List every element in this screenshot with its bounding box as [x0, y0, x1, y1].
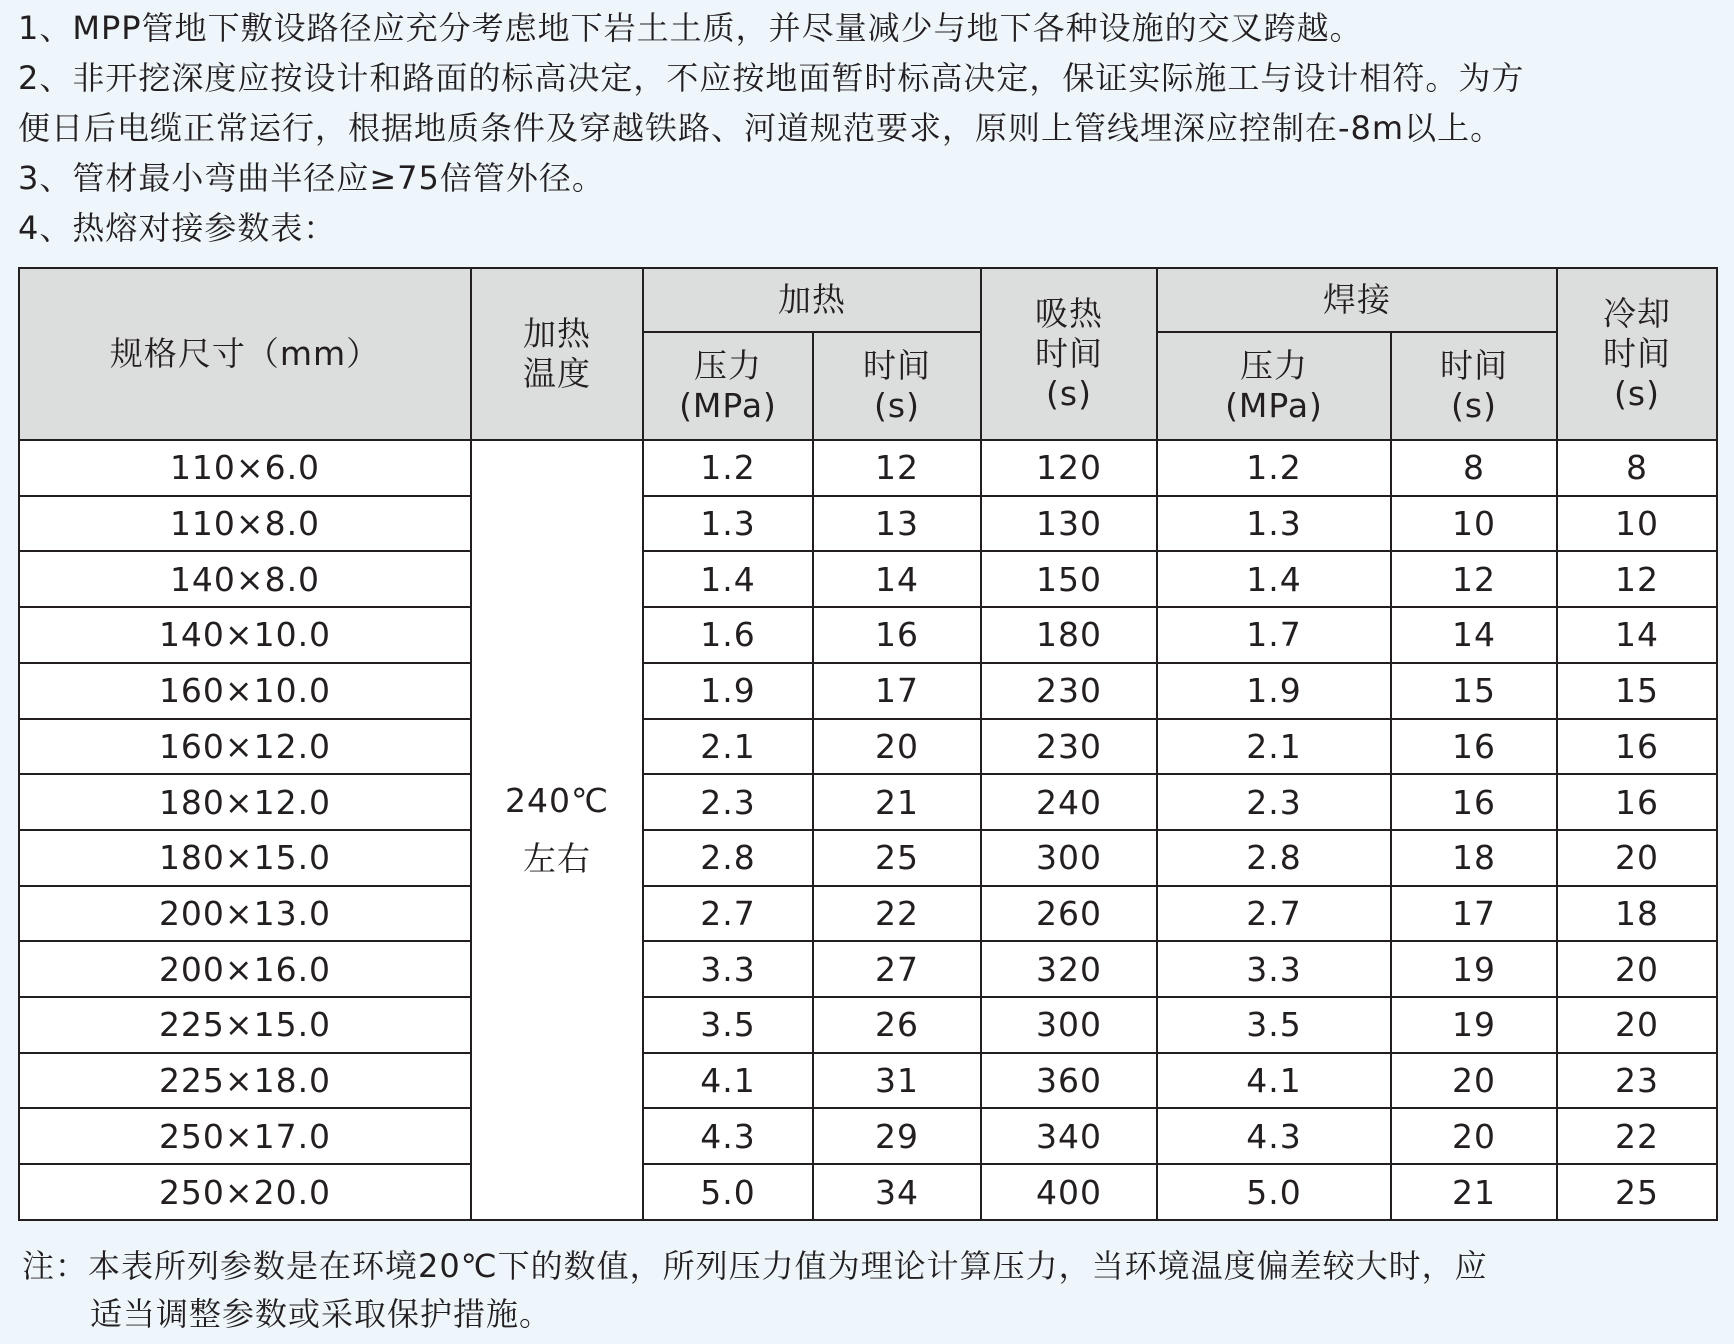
cell-welding-pressure: 2.7: [1157, 886, 1391, 942]
cell-welding-time: 8: [1391, 440, 1557, 496]
header-heating-temperature: [471, 268, 643, 440]
table-row: [19, 830, 1717, 886]
cell-cooling-time: 14: [1557, 607, 1717, 663]
cell-welding-pressure: 2.1: [1157, 719, 1391, 775]
cell-absorb-time: 300: [981, 997, 1157, 1053]
cell-cooling-time: 20: [1557, 830, 1717, 886]
table-note-line-2: 适当调整参数或采取保护措施。: [90, 1295, 553, 1333]
header-absorb-time-line-2: 时间: [1035, 334, 1103, 373]
cell-heating-time: 13: [813, 496, 981, 552]
cell-absorb-time: 130: [981, 496, 1157, 552]
header-heating-time-label: 时间: [863, 346, 931, 385]
heating-temperature-value: 240℃: [504, 781, 610, 820]
table-row: [19, 440, 1717, 496]
cell-heating-temperature: [471, 440, 643, 1220]
cell-welding-pressure: 1.4: [1157, 551, 1391, 607]
cell-absorb-time: 180: [981, 607, 1157, 663]
cell-size: 160×10.0: [19, 663, 471, 719]
cell-welding-pressure: 1.3: [1157, 496, 1391, 552]
cell-welding-time: 15: [1391, 663, 1557, 719]
intro-item-2: [18, 53, 1718, 153]
intro-item-4: 4、热熔对接参数表：: [18, 209, 337, 247]
cell-heating-time: 29: [813, 1108, 981, 1164]
header-welding-pressure: [1157, 332, 1391, 440]
cell-heating-pressure: 1.3: [643, 496, 813, 552]
cell-size: 140×10.0: [19, 607, 471, 663]
cell-welding-time: 21: [1391, 1164, 1557, 1220]
cell-cooling-time: 16: [1557, 774, 1717, 830]
cell-size: 180×12.0: [19, 774, 471, 830]
header-absorb-time-unit: (s): [1046, 374, 1092, 413]
cell-heating-pressure: 3.5: [643, 997, 813, 1053]
cell-absorb-time: 240: [981, 774, 1157, 830]
table-row: [19, 496, 1717, 552]
cell-cooling-time: 12: [1557, 551, 1717, 607]
cell-welding-pressure: 5.0: [1157, 1164, 1391, 1220]
table-row: [19, 941, 1717, 997]
cell-heating-pressure: 2.1: [643, 719, 813, 775]
header-heating-pressure: [643, 332, 813, 440]
cell-cooling-time: 18: [1557, 886, 1717, 942]
cell-heating-time: 17: [813, 663, 981, 719]
cell-size: 180×15.0: [19, 830, 471, 886]
header-cooling-time-line-2: 时间: [1603, 334, 1671, 373]
cell-heating-pressure: 3.3: [643, 941, 813, 997]
header-heating-time-unit: (s): [874, 386, 920, 425]
cell-heating-time: 27: [813, 941, 981, 997]
cell-cooling-time: 25: [1557, 1164, 1717, 1220]
header-welding-pressure-label: 压力: [1240, 346, 1308, 385]
table-row: [19, 551, 1717, 607]
header-welding-pressure-unit: (MPa): [1225, 386, 1323, 425]
cell-cooling-time: 22: [1557, 1108, 1717, 1164]
cell-absorb-time: 230: [981, 663, 1157, 719]
cell-heating-time: 22: [813, 886, 981, 942]
header-cooling-time: [1557, 268, 1717, 440]
header-heating-time: [813, 332, 981, 440]
intro-item-2-line-1: 2、非开挖深度应按设计和路面的标高决定，不应按地面暂时标高决定，保证实际施工与设计相符。为方: [18, 59, 1525, 97]
table-row: [19, 663, 1717, 719]
cell-size: 225×15.0: [19, 997, 471, 1053]
cell-size: 250×17.0: [19, 1108, 471, 1164]
cell-welding-time: 18: [1391, 830, 1557, 886]
cell-size: 250×20.0: [19, 1164, 471, 1220]
cell-welding-pressure: 3.5: [1157, 997, 1391, 1053]
cell-welding-pressure: 1.9: [1157, 663, 1391, 719]
cell-welding-time: 19: [1391, 941, 1557, 997]
cell-size: 160×12.0: [19, 719, 471, 775]
header-welding-time: [1391, 332, 1557, 440]
cell-size: 140×8.0: [19, 551, 471, 607]
cell-absorb-time: 260: [981, 886, 1157, 942]
table-row: [19, 1164, 1717, 1220]
cell-heating-pressure: 4.1: [643, 1053, 813, 1109]
cell-welding-pressure: 2.8: [1157, 830, 1391, 886]
cell-size: 200×13.0: [19, 886, 471, 942]
header-heating-pressure-unit: (MPa): [679, 386, 777, 425]
cell-welding-pressure: 1.2: [1157, 440, 1391, 496]
cell-welding-time: 16: [1391, 774, 1557, 830]
cell-heating-pressure: 4.3: [643, 1108, 813, 1164]
cell-welding-time: 20: [1391, 1053, 1557, 1109]
header-heating-temperature-line-1: 加热: [523, 314, 591, 353]
cell-heating-time: 26: [813, 997, 981, 1053]
header-heating-pressure-label: 压力: [694, 346, 762, 385]
header-cooling-time-unit: (s): [1614, 374, 1660, 413]
cell-absorb-time: 400: [981, 1164, 1157, 1220]
header-absorb-time: [981, 268, 1157, 440]
table-row: [19, 1053, 1717, 1109]
table-row: [19, 719, 1717, 775]
cell-heating-time: 34: [813, 1164, 981, 1220]
cell-absorb-time: 300: [981, 830, 1157, 886]
cell-welding-pressure: 2.3: [1157, 774, 1391, 830]
cell-welding-time: 10: [1391, 496, 1557, 552]
cell-heating-pressure: 1.9: [643, 663, 813, 719]
cell-size: 225×18.0: [19, 1053, 471, 1109]
cell-heating-pressure: 2.8: [643, 830, 813, 886]
header-absorb-time-line-1: 吸热: [1035, 294, 1103, 333]
cell-welding-pressure: 3.3: [1157, 941, 1391, 997]
cell-cooling-time: 20: [1557, 997, 1717, 1053]
table-body: [19, 440, 1717, 1220]
table-row: [19, 607, 1717, 663]
intro-item-2-line-2: 便日后电缆正常运行，根据地质条件及穿越铁路、河道规范要求，原则上管线埋深应控制在-8m以上。: [18, 109, 1504, 147]
cell-welding-time: 14: [1391, 607, 1557, 663]
header-cooling-time-line-1: 冷却: [1603, 294, 1671, 333]
cell-heating-time: 20: [813, 719, 981, 775]
cell-cooling-time: 8: [1557, 440, 1717, 496]
cell-absorb-time: 150: [981, 551, 1157, 607]
cell-heating-time: 14: [813, 551, 981, 607]
cell-heating-time: 16: [813, 607, 981, 663]
cell-size: 110×8.0: [19, 496, 471, 552]
cell-welding-pressure: 4.3: [1157, 1108, 1391, 1164]
table-header: [19, 268, 1717, 440]
cell-welding-pressure: 1.7: [1157, 607, 1391, 663]
table-row: [19, 886, 1717, 942]
cell-welding-time: 20: [1391, 1108, 1557, 1164]
cell-cooling-time: 15: [1557, 663, 1717, 719]
cell-heating-pressure: 1.6: [643, 607, 813, 663]
cell-welding-pressure: 4.1: [1157, 1053, 1391, 1109]
cell-absorb-time: 120: [981, 440, 1157, 496]
table-row: [19, 1108, 1717, 1164]
intro-item-3: 3、管材最小弯曲半径应≥75倍管外径。: [18, 159, 605, 197]
cell-size: 200×16.0: [19, 941, 471, 997]
table-row: [19, 774, 1717, 830]
header-heating-temperature-line-2: 温度: [523, 354, 591, 393]
cell-heating-time: 25: [813, 830, 981, 886]
cell-absorb-time: 320: [981, 941, 1157, 997]
cell-heating-time: 21: [813, 774, 981, 830]
cell-welding-time: 17: [1391, 886, 1557, 942]
cell-heating-pressure: 1.2: [643, 440, 813, 496]
cell-cooling-time: 23: [1557, 1053, 1717, 1109]
cell-welding-time: 19: [1391, 997, 1557, 1053]
header-welding-time-label: 时间: [1440, 346, 1508, 385]
cell-heating-pressure: 1.4: [643, 551, 813, 607]
table-row: [19, 997, 1717, 1053]
cell-absorb-time: 230: [981, 719, 1157, 775]
cell-welding-time: 12: [1391, 551, 1557, 607]
heating-temperature-qualifier: 左右: [523, 839, 591, 878]
cell-heating-pressure: 2.3: [643, 774, 813, 830]
hot-melt-parameter-table: [18, 267, 1718, 1221]
cell-cooling-time: 16: [1557, 719, 1717, 775]
header-welding-time-unit: (s): [1451, 386, 1497, 425]
cell-welding-time: 16: [1391, 719, 1557, 775]
header-size: 规格尺寸（mm）: [19, 268, 471, 440]
intro-item-1: 1、MPP管地下敷设路径应充分考虑地下岩土土质，并尽量减少与地下各种设施的交叉跨越。: [18, 9, 1363, 47]
cell-heating-pressure: 5.0: [643, 1164, 813, 1220]
header-welding-group: 焊接: [1157, 268, 1557, 332]
table-note: [22, 1242, 1722, 1338]
cell-cooling-time: 20: [1557, 941, 1717, 997]
header-heating-group: 加热: [643, 268, 981, 332]
cell-absorb-time: 360: [981, 1053, 1157, 1109]
cell-cooling-time: 10: [1557, 496, 1717, 552]
cell-heating-time: 31: [813, 1053, 981, 1109]
table-note-line-1: 注：本表所列参数是在环境20℃下的数值，所列压力值为理论计算压力，当环境温度偏差较大时，应: [22, 1247, 1488, 1285]
cell-absorb-time: 340: [981, 1108, 1157, 1164]
cell-heating-time: 12: [813, 440, 981, 496]
cell-size: 110×6.0: [19, 440, 471, 496]
cell-heating-pressure: 2.7: [643, 886, 813, 942]
